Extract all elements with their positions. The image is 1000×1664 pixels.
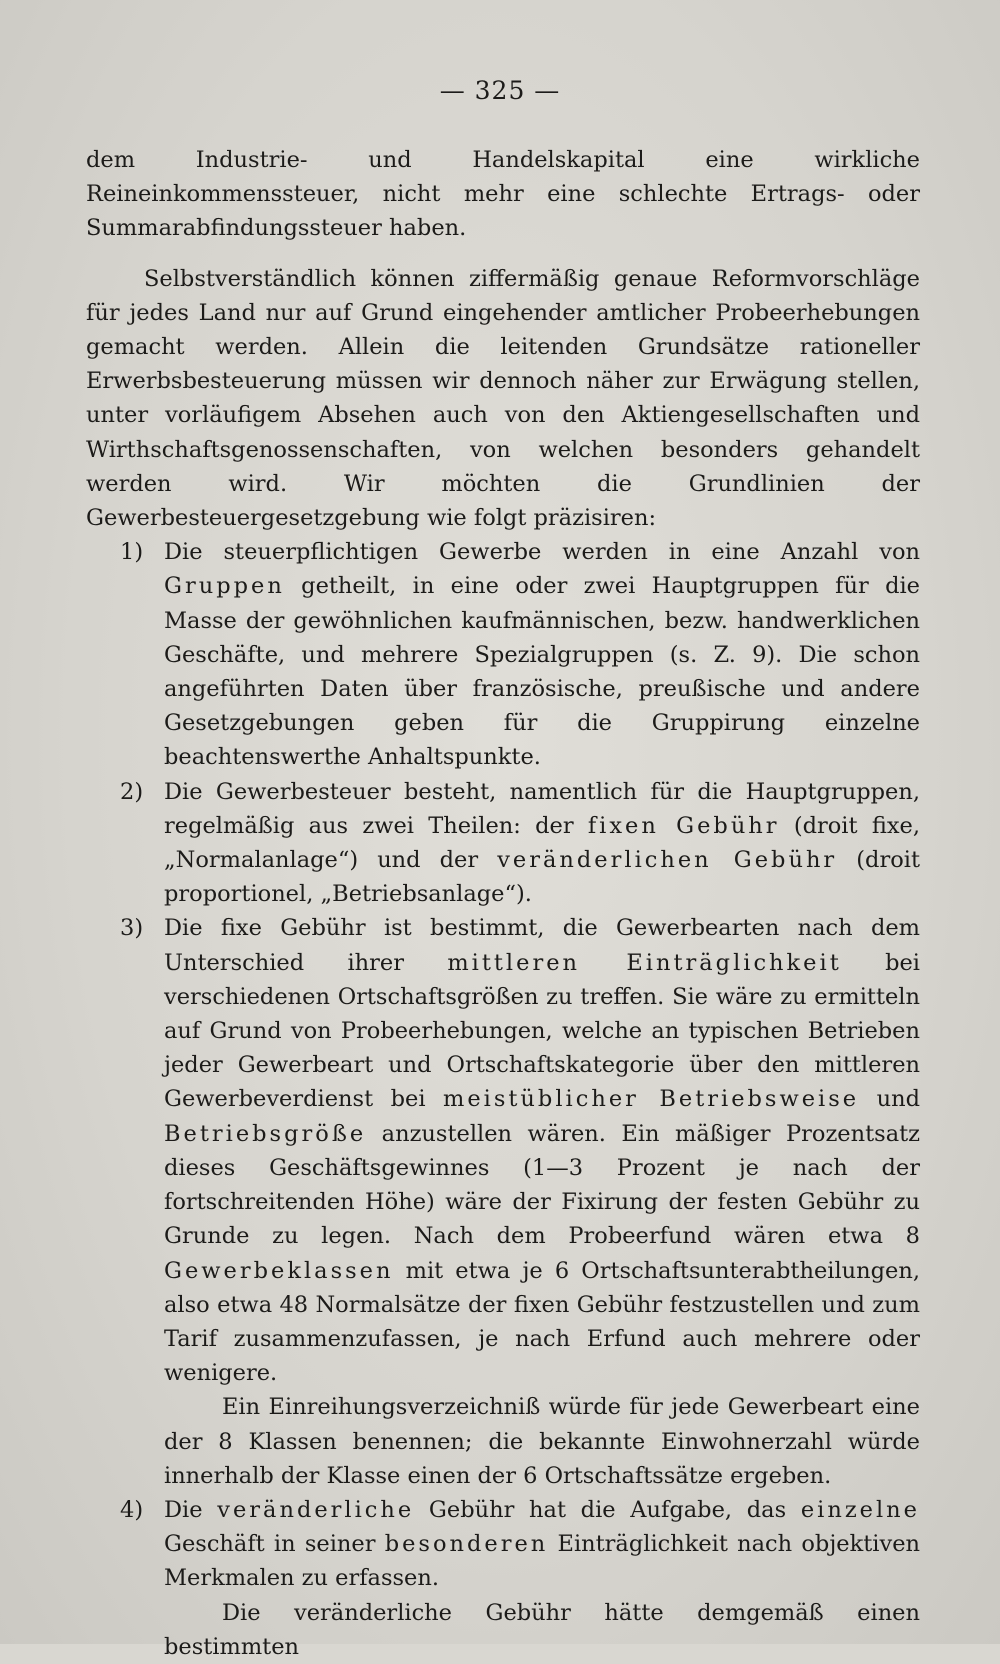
list-item-1: 1) Die steuerpflichtigen Gewerbe werden in eine Anzahl von Gruppen getheilt, in eine oder zwei Hauptgruppen für die Masse der gewöhnlichen kaufmännischen, bezw. handwerklichen Geschäfte, und mehrere Spezialgruppen (s. Z. 9). Die schon angeführten Daten über französische, preußische und andere Gesetzgebungen geben für die Gruppirung einzelne beachtenswerthe Anhaltspunkte.	[86, 535, 920, 774]
emphasis: mittleren Einträglichkeit	[447, 949, 842, 976]
emphasis: Gewerbeklassen	[164, 1257, 394, 1284]
list-number: 1)	[120, 539, 144, 566]
list-item-3-subparagraph: Ein Einreihungsverzeichniß würde für jede Gewerbeart eine der 8 Klassen benennen; die bekannte Einwohnerzahl würde innerhalb der Klasse einen der 6 Ortschaftssätze ergeben.	[164, 1394, 920, 1489]
body-text	[86, 143, 920, 1664]
emphasis: Gruppen	[164, 573, 285, 600]
emphasis: Betriebsgröße	[164, 1120, 367, 1147]
emphasis: meistüblicher Betriebsweise	[443, 1086, 860, 1113]
emphasis: veränderliche	[217, 1496, 415, 1523]
emphasis: einzelne	[800, 1496, 920, 1523]
emphasis: besonderen	[384, 1531, 549, 1558]
list-item-2: 2) Die Gewerbesteuer besteht, namentlich für die Hauptgruppen, regelmäßig aus zwei Theilen: der fixen Gebühr (droit fixe, „Normalanlage“) und der veränderlichen Gebühr (droit proportionel, „Betriebsanlage“).	[86, 775, 920, 912]
emphasis: fixen Gebühr	[587, 812, 780, 839]
paragraph-reform: Selbstverständlich können ziffermäßig genaue Reformvorschläge für jedes Land nur auf Grund eingehender amtlicher Probeerhebungen gemacht werden. Allein die leitenden Grundsätze rationeller Erwerbsbesteuerung müssen wir dennoch näher zur Erwägung stellen, unter vorläufigem Absehen auch von den Aktiengesellschaften und Wirthschaftsgenossenschaften, von welchen besonders gehandelt werden wird. Wir möchten die Grundlinien der Gewerbesteuergesetzgebung wie folgt präzisiren:	[86, 265, 920, 532]
list-number: 3)	[120, 915, 144, 942]
list-item-3: 3) Die fixe Gebühr ist bestimmt, die Gewerbearten nach dem Unterschied ihrer mittleren Einträglichkeit bei verschiedenen Ortschaftsgrößen zu treffen. Sie wäre zu ermitteln auf Grund von Probeerhebungen, welche an typischen Betrieben jeder Gewerbeart und Ortschaftskategorie über den mittleren Gewerbeverdienst bei meistüblicher Betriebsweise und Betriebsgröße anzustellen wären. Ein mäßiger Prozentsatz dieses Geschäftsgewinnes (1—3 Prozent je nach der fortschreitenden Höhe) wäre der Fixirung der festen Gebühr zu Grunde zu legen. Nach dem Probeerfund wären etwa 8 Gewerbeklassen mit etwa je 6 Ortschaftsunterabtheilungen, also etwa 48 Normalsätze der fixen Gebühr festzustellen und zum Tarif zusammenzufassen, je nach Erfund auch mehrere oder wenigere.	[86, 911, 920, 1390]
emphasis: veränderlichen Gebühr	[497, 847, 838, 874]
list-number: 2)	[120, 778, 144, 805]
paragraph-last-line: Die veränderliche Gebühr hätte demgemäß einen bestimmten	[164, 1599, 920, 1660]
page-number: — 325 —	[439, 76, 561, 105]
list-number: 4)	[120, 1496, 144, 1523]
list-item-4: 4) Die veränderliche Gebühr hat die Aufgabe, das einzelne Geschäft in seiner besonderen Einträglichkeit nach objektiven Merkmalen zu erfassen.	[86, 1493, 920, 1596]
paragraph-continuation: dem Industrie- und Handelskapital eine wirkliche Reineinkommenssteuer, nicht mehr eine schlechte Ertrags- oder Summarabfindungssteuer haben.	[86, 147, 920, 242]
